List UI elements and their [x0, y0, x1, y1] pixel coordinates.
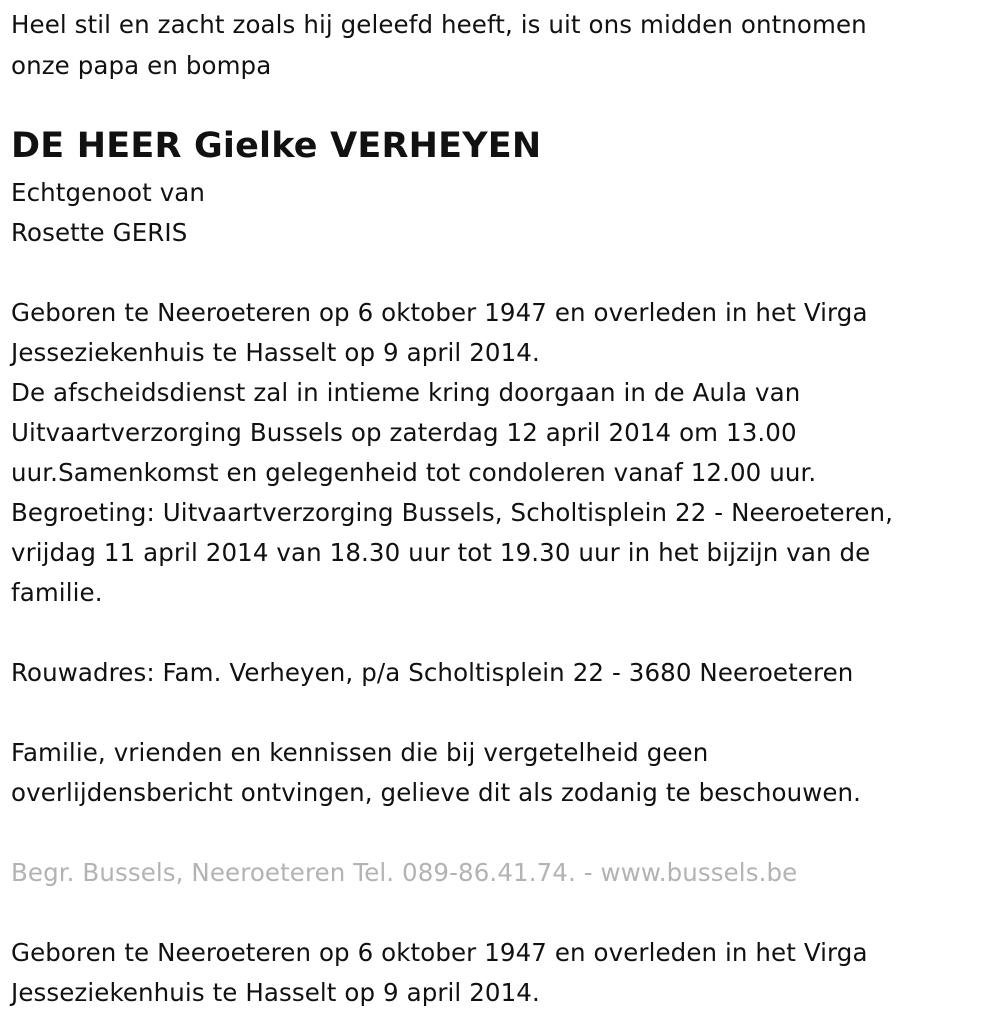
details-line-3: De afscheidsdienst zal in intieme kring doorgaan in de Aula van: [11, 378, 801, 407]
details-line-6: Begroeting: Uitvaartverzorging Bussels, Scholtisplein 22 - Neeroeteren,: [11, 498, 894, 527]
intro-line-2: onze papa en bompa: [11, 51, 272, 80]
details-line-1: Geboren te Neeroeteren op 6 oktober 1947 en overleden in het Virga: [11, 298, 868, 327]
funeral-home-contact: Begr. Bussels, Neeroeteren Tel. 089-86.41.74. - www.bussels.be: [11, 858, 798, 887]
details-line-4: Uitvaartverzorging Bussels op zaterdag 12 april 2014 om 13.00: [11, 418, 797, 447]
details-line-2: Jesseziekenhuis te Hasselt op 9 april 2014.: [11, 338, 540, 367]
notice-line-1: Familie, vrienden en kennissen die bij vergetelheid geen: [11, 738, 709, 767]
intro-line-1: Heel stil en zacht zoals hij geleefd heeft, is uit ons midden ontnomen: [11, 10, 867, 39]
spouse-label: Echtgenoot van: [11, 178, 206, 207]
notice-line-2: overlijdensbericht ontvingen, gelieve dit als zodanig te beschouwen.: [11, 778, 862, 807]
deceased-name: DE HEER Gielke VERHEYEN: [11, 126, 542, 166]
repeat-line-1: Geboren te Neeroeteren op 6 oktober 1947 en overleden in het Virga: [11, 938, 868, 967]
mourning-address: Rouwadres: Fam. Verheyen, p/a Scholtisplein 22 - 3680 Neeroeteren: [11, 658, 854, 687]
details-line-7: vrijdag 11 april 2014 van 18.30 uur tot 19.30 uur in het bijzijn van de: [11, 538, 871, 567]
spouse-name: Rosette GERIS: [11, 218, 188, 247]
repeat-line-2: Jesseziekenhuis te Hasselt op 9 april 2014.: [11, 978, 540, 1007]
details-line-5: uur.Samenkomst en gelegenheid tot condoleren vanaf 12.00 uur.: [11, 458, 817, 487]
details-line-8: familie.: [11, 578, 103, 607]
